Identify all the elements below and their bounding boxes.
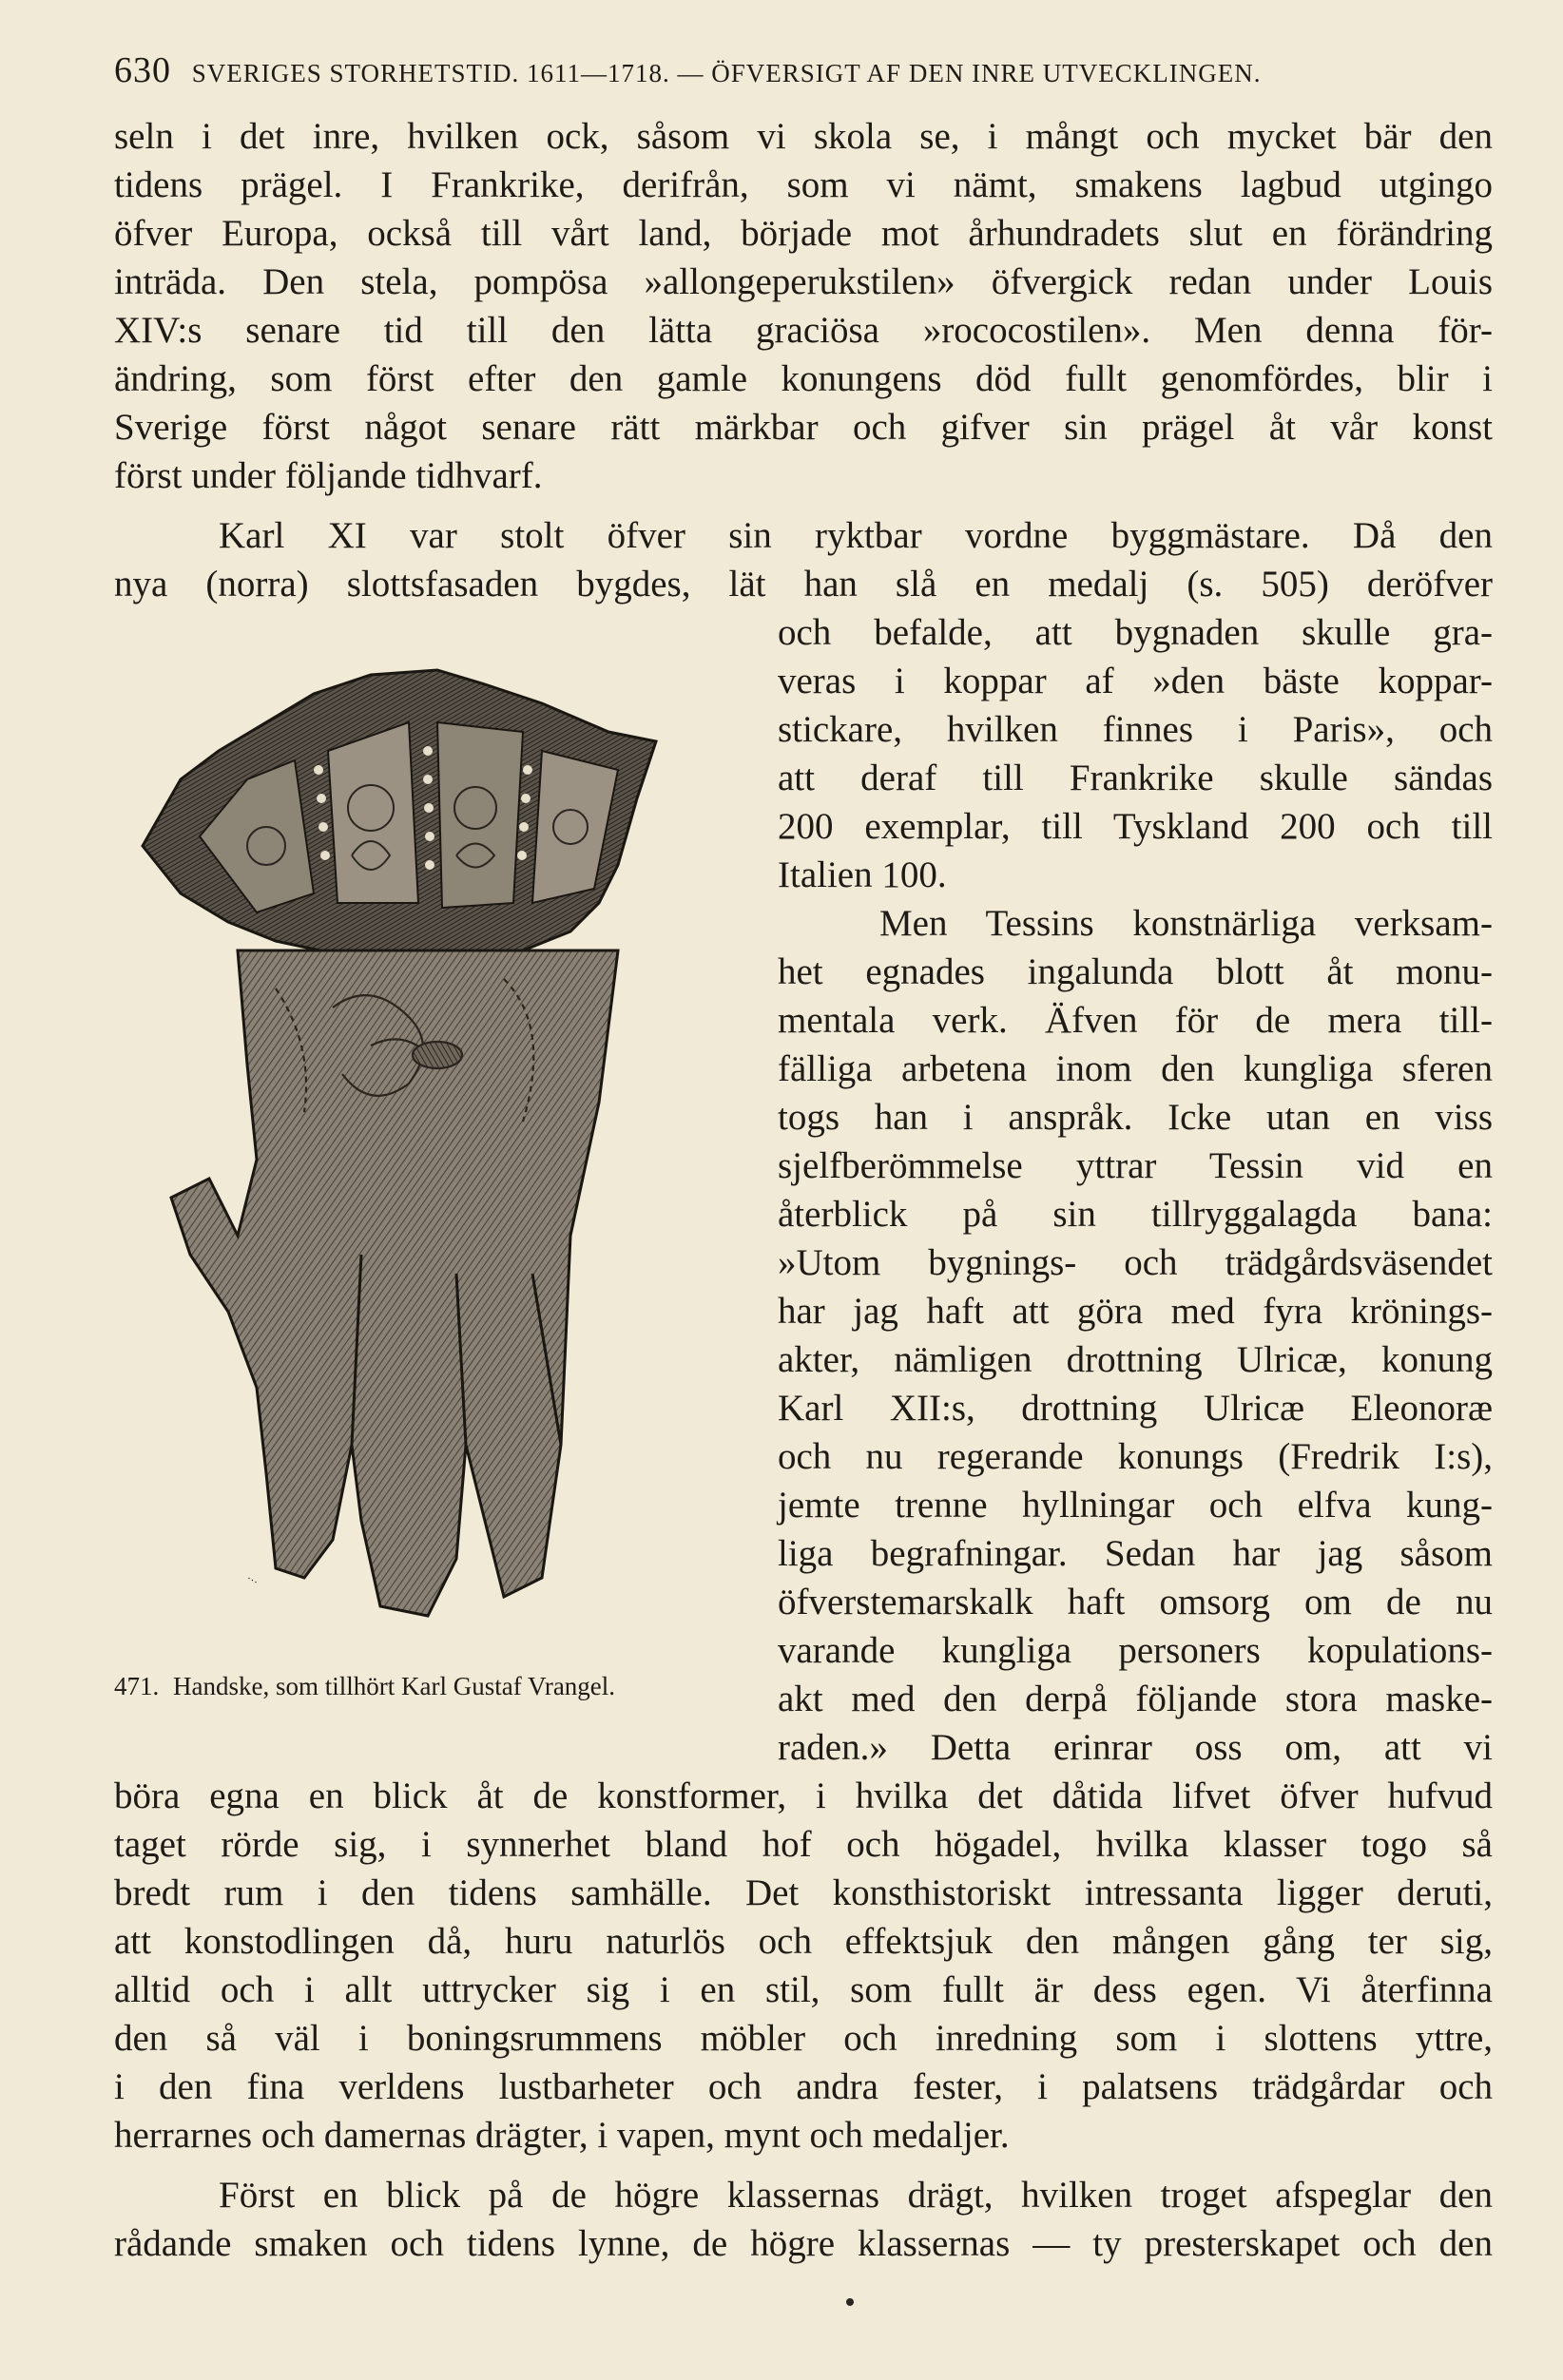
text-line: togs han i anspråk. Icke utan en viss xyxy=(778,1097,1493,1138)
text-line: i den fina verldens lustbarheter och andra fester, i palatsens trädgårdar och xyxy=(114,2066,1493,2107)
text-line: ändring, som först efter den gamle konungens död fullt genomfördes, blir i xyxy=(114,358,1493,399)
text-line: öfver Europa, också till vårt land, började mot århundradets slut en förändring xyxy=(114,213,1493,254)
glove-engraving-icon xyxy=(124,665,742,1673)
page-number: 630 xyxy=(114,50,171,90)
text-line: återblick på sin tillryggalagda bana: xyxy=(778,1194,1493,1235)
text-line: stickare, hvilken finnes i Paris», och xyxy=(778,709,1493,750)
text-line: nya (norra) slottsfasaden bygdes, lät han slå en medalj (s. 505) deröfver xyxy=(114,564,1493,605)
glove-illustration xyxy=(124,665,742,1673)
text-line: het egnades ingalunda blott åt monu- xyxy=(778,951,1493,992)
text-line: »Utom bygnings- och trädgårdsväsendet xyxy=(778,1242,1493,1283)
svg-text:…: … xyxy=(245,1568,262,1586)
running-title: SVERIGES STORHETSTID. 1611—1718. — ÖFVERSIGT AF DEN INRE UTVECKLINGEN. xyxy=(191,59,1262,87)
text-line: liga begrafningar. Sedan har jag såsom xyxy=(778,1533,1493,1574)
text-line: och befalde, att bygnaden skulle gra- xyxy=(778,612,1493,653)
text-line: Karl XI var stolt öfver sin ryktbar vordne byggmästare. Då den xyxy=(219,515,1493,556)
text-line: 200 exemplar, till Tyskland 200 och till xyxy=(778,806,1493,847)
printer-mark xyxy=(846,2298,854,2306)
text-line: Men Tessins konstnärliga verksam- xyxy=(879,903,1493,944)
text-line: att deraf till Frankrike skulle sändas xyxy=(778,758,1493,798)
text-line: mentala verk. Äfven för de mera till- xyxy=(778,1000,1493,1041)
text-line: herrarnes och damernas drägter, i vapen, mynt och medaljer. xyxy=(114,2115,1010,2156)
text-line: seln i det inre, hvilken ock, såsom vi skola se, i mångt och mycket bär den xyxy=(114,116,1493,157)
text-line: XIV:s senare tid till den lätta graciösa »rococostilen». Men denna för- xyxy=(114,310,1493,351)
text-line: böra egna en blick åt de konstformer, i hvilka det dåtida lifvet öfver hufvud xyxy=(114,1775,1493,1816)
figure-caption xyxy=(114,1667,761,1705)
text-line: varande kungliga personers kopulations- xyxy=(778,1630,1493,1671)
text-line: Karl XII:s, drottning Ulricæ Eleonoræ xyxy=(778,1388,1493,1429)
text-line: alltid och i allt uttrycker sig i en stil, som fullt är dess egen. Vi återfinna xyxy=(114,1969,1493,2010)
text-line: tidens prägel. I Frankrike, derifrån, som vi nämt, smakens lagbud utgingo xyxy=(114,164,1493,205)
text-line: raden.» Detta erinrar oss om, att vi xyxy=(778,1727,1493,1768)
text-line: akter, nämligen drottning Ulricæ, konung xyxy=(778,1339,1493,1380)
text-line: Italien 100. xyxy=(778,854,947,895)
text-line: akt med den derpå följande stora maske- xyxy=(778,1679,1493,1719)
text-line: bredt rum i den tidens samhälle. Det konsthistoriskt intressanta ligger deruti, xyxy=(114,1872,1493,1913)
text-line: först under följande tidhvarf. xyxy=(114,455,543,496)
text-line: fälliga arbetena inom den kungliga sferen xyxy=(778,1048,1493,1089)
text-line: sjelfberömmelse yttrar Tessin vid en xyxy=(778,1145,1493,1186)
text-line: Sverige först något senare rätt märkbar och gifver sin prägel åt vår konst xyxy=(114,407,1493,448)
figure-caption-text: Handske, som tillhört Karl Gustaf Vrangel. xyxy=(173,1672,616,1700)
text-line: inträda. Den stela, pompösa »allongeperukstilen» öfvergick redan under Louis xyxy=(114,261,1493,302)
text-line: den så väl i boningsrummens möbler och inredning som i slottens yttre, xyxy=(114,2018,1493,2059)
text-line: har jag haft att göra med fyra krönings- xyxy=(778,1291,1493,1332)
text-line: Först en blick på de högre klassernas drägt, hvilken troget afspeglar den xyxy=(219,2175,1493,2216)
text-line: öfverstemarskalk haft omsorg om de nu xyxy=(778,1582,1493,1622)
text-line: veras i koppar af »den bäste koppar- xyxy=(778,661,1493,701)
text-line: taget rörde sig, i synnerhet bland hof och högadel, hvilka klasser togo så xyxy=(114,1824,1493,1865)
figure-number: 471. xyxy=(114,1672,160,1700)
running-header xyxy=(114,49,1493,91)
text-line: att konstodlingen då, huru naturlös och effektsjuk den mången gång ter sig, xyxy=(114,1921,1493,1962)
text-line: och nu regerande konungs (Fredrik I:s), xyxy=(778,1436,1493,1477)
text-line: jemte trenne hyllningar och elfva kung- xyxy=(778,1485,1493,1526)
text-line: rådande smaken och tidens lynne, de högre klassernas — ty presterskapet och den xyxy=(114,2223,1493,2264)
